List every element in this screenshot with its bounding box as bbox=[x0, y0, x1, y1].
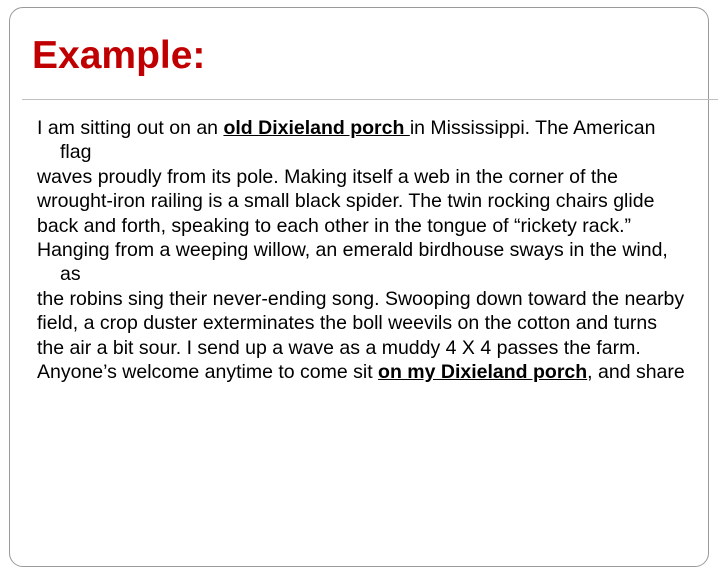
paragraph-line-5: Hanging from a weeping willow, an emerald birdhouse sways in the wind, as bbox=[37, 239, 668, 286]
paragraph-line-6: the robins sing their never-ending song. Swooping down toward the nearby bbox=[37, 287, 685, 310]
line-1-continued: in Mississippi. The American flag bbox=[60, 117, 656, 164]
paragraph-line-7: field, a crop duster exterminates the boll weevils on the cotton and turns bbox=[37, 312, 658, 335]
paragraph-line-2: waves proudly from its pole. Making itself a web in the corner of the bbox=[37, 165, 618, 188]
line-9-continued: , and share bbox=[587, 361, 685, 384]
paragraph-line-1 bbox=[37, 116, 687, 165]
line-9-text: Anyone’s welcome anytime to come sit bbox=[37, 361, 379, 384]
line-1-text: I am sitting out on an bbox=[37, 117, 224, 139]
paragraph-line-4: back and forth, speaking to each other in the tongue of “rickety rack.” bbox=[37, 214, 631, 237]
slide-body bbox=[37, 116, 687, 384]
paragraph-line-8: the air a bit sour. I send up a wave as a muddy 4 X 4 passes the farm. bbox=[37, 336, 641, 359]
underlined-phrase-old-dixieland-porch: old Dixieland porch bbox=[223, 117, 410, 139]
paragraph-line-3: wrought-iron railing is a small black spider. The twin rocking chairs glide bbox=[37, 190, 655, 213]
underlined-phrase-on-my-dixieland-porch: on my Dixieland porch bbox=[378, 361, 588, 384]
title-divider bbox=[22, 99, 718, 100]
paragraph-line-9 bbox=[37, 360, 687, 384]
slide-title: Example: bbox=[32, 34, 206, 77]
